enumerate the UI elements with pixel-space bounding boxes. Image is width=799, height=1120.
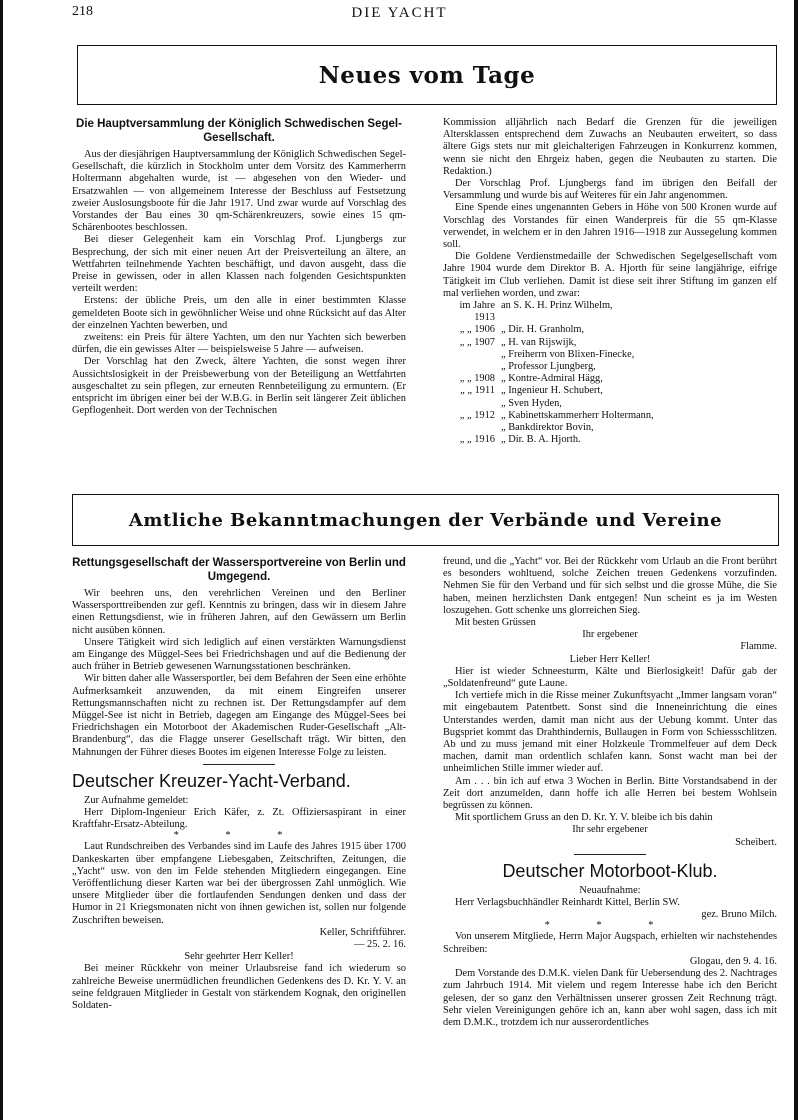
article-heading: Deutscher Kreuzer-Yacht-Verband. [72, 770, 351, 791]
separator-stars: * * * [544, 920, 676, 932]
honors-list [443, 300, 777, 446]
page-number: 218 [72, 4, 93, 19]
paragraph: Ich vertiefe mich in die Risse meiner Zukunftsyacht „Immer langsam voran“ mit eingebautem Patentbett. Sonst sind die Inneneinrichtung die eines Unterstandes werden, damit man nicht aus der Uebung kommt. Unter das Bugspriet kommt das Drahthindernis, Bullaugen in Form von Schiessschlitzen. Ab und zu muss jemand mit einer Holzkeule Trommelfeuer auf dem Deck machen, damit man ordentlich schlafen kann. Sonst wacht man bei der unheimlichen Stille immer wieder auf. [443, 690, 777, 775]
section-title: Amtliche Bekanntmachungen der Verbände und Vereine [128, 509, 723, 531]
section-header-box [77, 45, 777, 105]
paragraph: Am . . . bin ich auf etwa 3 Wochen in Berlin. Bitte Vorstandsabend in der Zeit dort anzumelden, dann hoffe ich alle Herren bei bestem Wohlsein begrüssen zu können. [443, 775, 777, 812]
list-item: „ „ 1911 „ Ingenieur H. Schubert, [460, 385, 603, 397]
divider [203, 764, 275, 765]
letter-greeting: Lieber Herr Keller! [569, 653, 651, 665]
article-heading: Deutscher Motorboot-Klub. [502, 860, 718, 881]
article-left-col [72, 556, 406, 1012]
divider [574, 854, 646, 855]
paragraph: Herr Verlagsbuchhändler Reinhardt Kittel, Berlin SW. [455, 897, 680, 909]
section-header-box [72, 494, 779, 546]
article-right-col [443, 117, 777, 446]
paragraph: Ihr sehr ergebener [572, 824, 648, 836]
paragraph: Herr Diplom-Ingenieur Erich Käfer, z. Zt. Offiziersaspirant in einer Kraftfahr-Ersatz-Abteilung. [72, 807, 406, 831]
list-item: „ „ 1906 „ Dir. H. Granholm, [459, 324, 585, 336]
left-border [0, 0, 3, 1120]
letter-greeting: Sehr geehrter Herr Keller! [184, 951, 294, 963]
list-item: „ Sven Hyden, [501, 397, 562, 409]
list-item: „ „ 1916 „ Dir. B. A. Hjorth. [459, 434, 581, 446]
paragraph: Eine Spende eines ungenannten Gebers in Höhe von 500 Kronen wurde auf Vorschlag des Vorstandes für einen Wanderpreis für die 55 qm-Klasse verwendet, in welchem er in den Jahren 1916—1918 zur Aussegelung kommen soll. [443, 202, 777, 251]
signature: gez. Bruno Milch. [701, 909, 777, 921]
article-left-col [72, 117, 406, 417]
paragraph: Von unserem Mitgliede, Herrn Major Augspach, erhielten wir nachstehendes Schreiben: [443, 931, 777, 955]
list-item: „ Bankdirektor Bovin, [501, 422, 594, 434]
list-item: „ „ 1908 „ Kontre-Admiral Hägg, [459, 373, 603, 385]
paragraph: Erstens: der übliche Preis, um den alle in einer bestimmten Klasse gemeldeten Boote sich in gewöhnlicher Weise und ohne Rücksicht auf das Alter der einzelnen Yachten bewerben, und [72, 295, 406, 331]
paragraph: Der Vorschlag hat den Zweck, ältere Yachten, die sonst wegen ihrer Aussichtslosigkeit in der Preisbewerbung von der Beteiligung an Wettfahrten ausgeschaltet zu sein pflegen, zur erneuten Rennbeteiligung zu ermuntern. (Er entspricht im übrigen einer bei der W.B.G. in Berlin seit längerer Zeit üblichen Gepflogenheit. Dort werden von der Technischen [72, 356, 406, 417]
paragraph: Bei dieser Gelegenheit kam ein Vorschlag Prof. Ljungbergs zur Besprechung, der sich mit einer neuen Art der Preisverteilung an ältere, an Wettfahrten teilnehmende Yachten beschäftigt, und davon ausgeht, dass die Preise in gewissen, oder in allen Klassen nach folgenden Gesichtspunkten verteilt werden: [72, 234, 406, 295]
paragraph: Der Vorschlag Prof. Ljungbergs fand im übrigen den Beifall der Versammlung und wurde bis auf Weiteres für ein Jahr angenommen. [443, 178, 777, 202]
paragraph: Dem Vorstande des D.M.K. vielen Dank für Uebersendung des 2. Nachtrages zum Jahrbuch 1914. Mit vielem und regem Interesse habe ich den Bericht gelesen, der so ganz den Verhältnissen unserer grossen Zeit Rechnung trägt. Sehr vielen Vereinigungen gehöre ich an, kann aber wohl sagen, dass ich mit dem D.M.K., trotzdem ich nur ausserordentliches [443, 968, 777, 1028]
date: — 25. 2. 16. [354, 939, 406, 951]
paragraph: Wir beehren uns, den verehrlichen Vereinen und den Berliner Wassersporttreibenden zur gefl. Kenntnis zu bringen, dass wir in diesem Jahre einen Rettungsdienst, wie in früheren Jahren, auf den Gewässern um Berlin nicht ausüben können. [72, 588, 406, 636]
paragraph: Kommission alljährlich nach Bedarf die Grenzen für die jeweiligen Altersklassen entsprechend dem Zuwachs an Neubauten erweitert, so dass ältere Gigs stets nur mit gleichalterigen Fahrzeugen in Konkurrenz kommen, wenn sie nicht den Ehrgeiz haben, gegen die Neubauten zu starten. Die Redaktion.) [443, 117, 777, 177]
dateline: Glogau, den 9. 4. 16. [689, 955, 777, 967]
paragraph: Die Goldene Verdienstmedaille der Schwedischen Segelgesellschaft vom Jahre 1904 wurde dem Direktor B. A. Hjorth für seine langjährige, eifrige Tätigkeit im Club verliehen. Damit ist diese seit ihrer Stiftung im ganzen elf mal verliehen worden, und zwar: [443, 251, 777, 299]
paragraph: zweitens: ein Preis für ältere Yachten, um den nur Yachten sich bewerben dürfen, die ein gewisses Alter — beispielsweise 5 Jahre — aufweisen. [72, 332, 406, 356]
paragraph: Ihr ergebener [582, 629, 638, 641]
paragraph: freund, und die „Yacht“ vor. Bei der Rückkehr vom Urlaub an die Front berührt es besonders wohltuend, solche Zeichen treuen Gedenkens vorzufinden. Nehmen Sie für den Verband und für sich selbst und die grosse Mühe, die Sie haben, meinen herzlichsten Dank entgegen! Nun scheint es ja im Westen loszugehen. Gott schenke uns glorreichen Sieg. [443, 556, 777, 616]
section-title: Neues vom Tage [318, 61, 536, 89]
paragraph: Mit besten Grüssen [455, 617, 536, 629]
paragraph: Unsere Tätigkeit wird sich lediglich auf einen verstärkten Warnungsdienst am Eingange des Müggel-Sees bei Friedrichshagen und auf die Bedienung der auch früher in Betrieb gewesenen Warnungsstationen beschränken. [72, 636, 406, 673]
paragraph: Zur Aufnahme gemeldet: [84, 794, 189, 806]
signature: Flamme. [740, 641, 777, 653]
article-right-col [443, 556, 777, 1029]
article-heading: Die Hauptversammlung der Königlich Schwedischen Segel-Gesellschaft. [76, 118, 402, 144]
right-border [794, 0, 798, 1120]
signature: Keller, Schriftführer. [319, 926, 406, 938]
paragraph: Hier ist wieder Schneesturm, Kälte und Bierlosigkeit! Dafür gab der „Soldatenfreund“ gute Laune. [443, 665, 777, 690]
list-item: „ Professor Ljungberg, [501, 361, 596, 373]
list-item: „ Freiherrn von Blixen-Finecke, [501, 348, 635, 360]
signature: Scheibert. [735, 836, 777, 848]
article-heading: Rettungsgesellschaft der Wassersportvereine von Berlin und Umgegend. [72, 557, 406, 583]
paragraph: Aus der diesjährigen Hauptversammlung der Königlich Schwedischen Segel-Gesellschaft, die kürzlich in Stockholm unter dem Vorsitz des Kammerherrn Holtermann abgehalten wurde, ist — abgesehen von den Wieder- und Ersatzwahlen — von allgemeinem Interesse der Beschluss auf Festsetzung zweier Auslosungsboote für die Jahr 1917. Und zwar wurde auf Vorschlag des Vorstandes der Bau eines 30 qm-Schärenkreuzers, sowie eines 15 qm-Schärenbootes beschlossen. [72, 149, 406, 234]
paragraph: Wir bitten daher alle Wassersportler, bei dem Befahren der Seen eine erhöhte Aufmerksamkeit anzuwenden, da mit einem Eingreifen unserer Rettungsmannschaften nicht zu rechnen ist. Der Rettungsdampfer auf dem Müggel-See ist nicht in Betrieb, dagegen am Eingange des Müggel-Sees bei Friedrichshagen ein Motorboot der Akademischen Ruder-Gesellschaft „Alt-Brandenburg“, das die Flagge unserer Gesellschaft trägt. Wir bitten, den Mahnungen der Führer dieses Bootes im eigenen Interesse Folge zu leisten. [72, 673, 406, 758]
paragraph: Bei meiner Rückkehr von meiner Urlaubsreise fand ich wiederum so zahlreiche Beweise unermüdlichen freundlichen Gedenkens des D. Kr. Y. V. an seine feldgrauen Mitglieder in Gestalt von stärkendem Kognak, den originellen Soldaten- [72, 963, 406, 1012]
list-item: „ „ 1912 „ Kabinettskammerherr Holtermann, [459, 409, 654, 421]
paragraph: Laut Rundschreiben des Verbandes sind im Laufe des Jahres 1915 über 1700 Dankeskarten über empfangene Liebesgaben, Zeitschriften, Zeitungen, die „Yacht“ usw. von den im Felde stehenden Mitgliedern eingegangen. Eine Veröffentlichung dieser Karten war bei der übergrossen Zahl unmöglich. Wie unsere Mitglieder über die fortlaufenden Sendungen denken und dass der Humor in 21 Kriegsmonaten nicht von ihnen gewichen ist, sollen nur folgende Zuschriften beweisen. [72, 841, 406, 926]
paragraph: Mit sportlichem Gruss an den D. Kr. Y. V. bleibe ich bis dahin [455, 812, 713, 824]
paragraph: Neuaufnahme: [579, 884, 641, 896]
list-item: im Jahre 1913 an S. K. H. Prinz Wilhelm, [459, 300, 613, 324]
separator-stars: * * * [173, 830, 305, 842]
list-item: „ „ 1907 „ H. van Rijswijk, [459, 336, 577, 348]
running-title: DIE YACHT [351, 5, 448, 21]
